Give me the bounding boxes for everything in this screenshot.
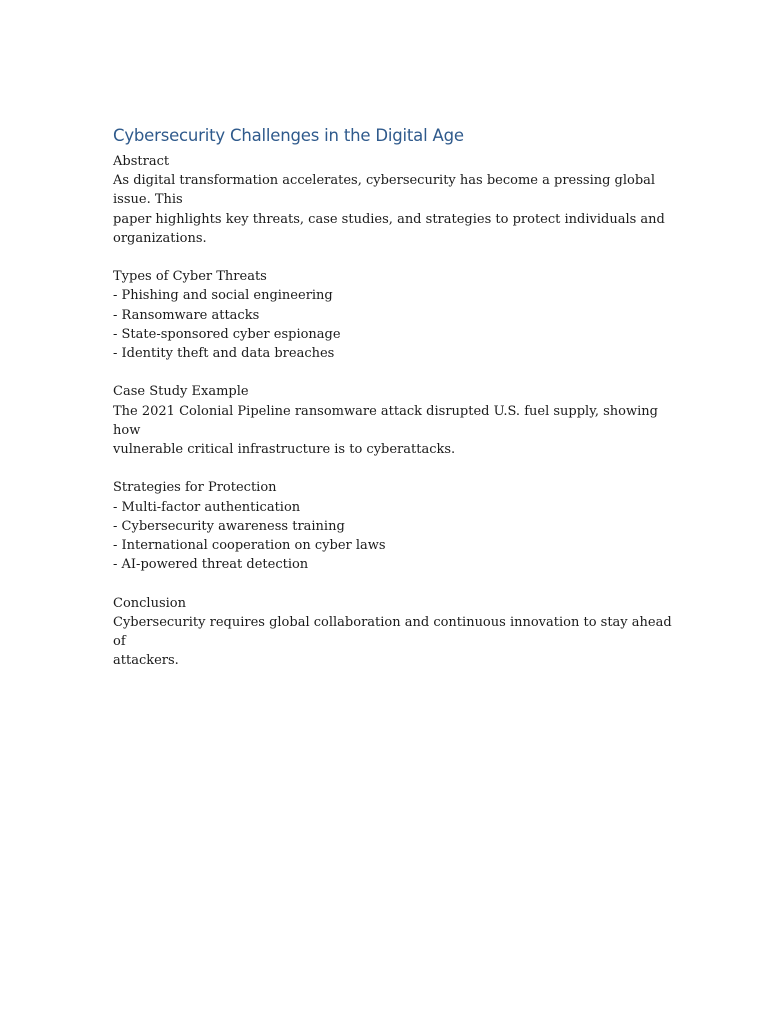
strategy-list-item: - AI-powered threat detection [113,557,309,573]
strategy-list-item: - Cybersecurity awareness training [113,518,345,534]
case-study-section [113,382,673,459]
abstract-line: paper highlights key threats, case studies, and strategies to protect individuals and [113,211,665,227]
abstract-line: As digital transformation accelerates, cybersecurity has become a pressing global issue. This [113,173,660,208]
threat-list-item: - Ransomware attacks [113,307,260,323]
strategy-list-item: - International cooperation on cyber laws [113,538,386,554]
case-study-heading: Case Study Example [113,384,249,400]
abstract-heading: Abstract [113,154,170,169]
document-page [113,124,676,670]
strategy-list-item: - Multi-factor authentication [113,499,301,515]
threat-list-item: - State-sponsored cyber espionage [113,326,341,342]
document-title: Cybersecurity Challenges in the Digital Age [113,126,464,145]
threats-heading: Types of Cyber Threats [113,269,267,285]
conclusion-line: Cybersecurity requires global collaboration and continuous innovation to stay ahead of [113,614,676,650]
abstract-section [113,152,673,248]
conclusion-heading: Conclusion [113,595,186,611]
case-study-line: The 2021 Colonial Pipeline ransomware attack disrupted U.S. fuel supply, showing how [113,403,663,438]
threat-list-item: - Identity theft and data breaches [113,346,335,362]
strategies-section [113,478,673,574]
case-study-line: vulnerable critical infrastructure is to cyberattacks. [113,442,456,458]
threats-section [113,267,673,363]
threat-list-item: - Phishing and social engineering [113,288,333,304]
conclusion-section [113,594,676,671]
abstract-line: organizations. [113,230,207,246]
conclusion-line: attackers. [113,653,179,669]
strategies-heading: Strategies for Protection [113,480,277,496]
